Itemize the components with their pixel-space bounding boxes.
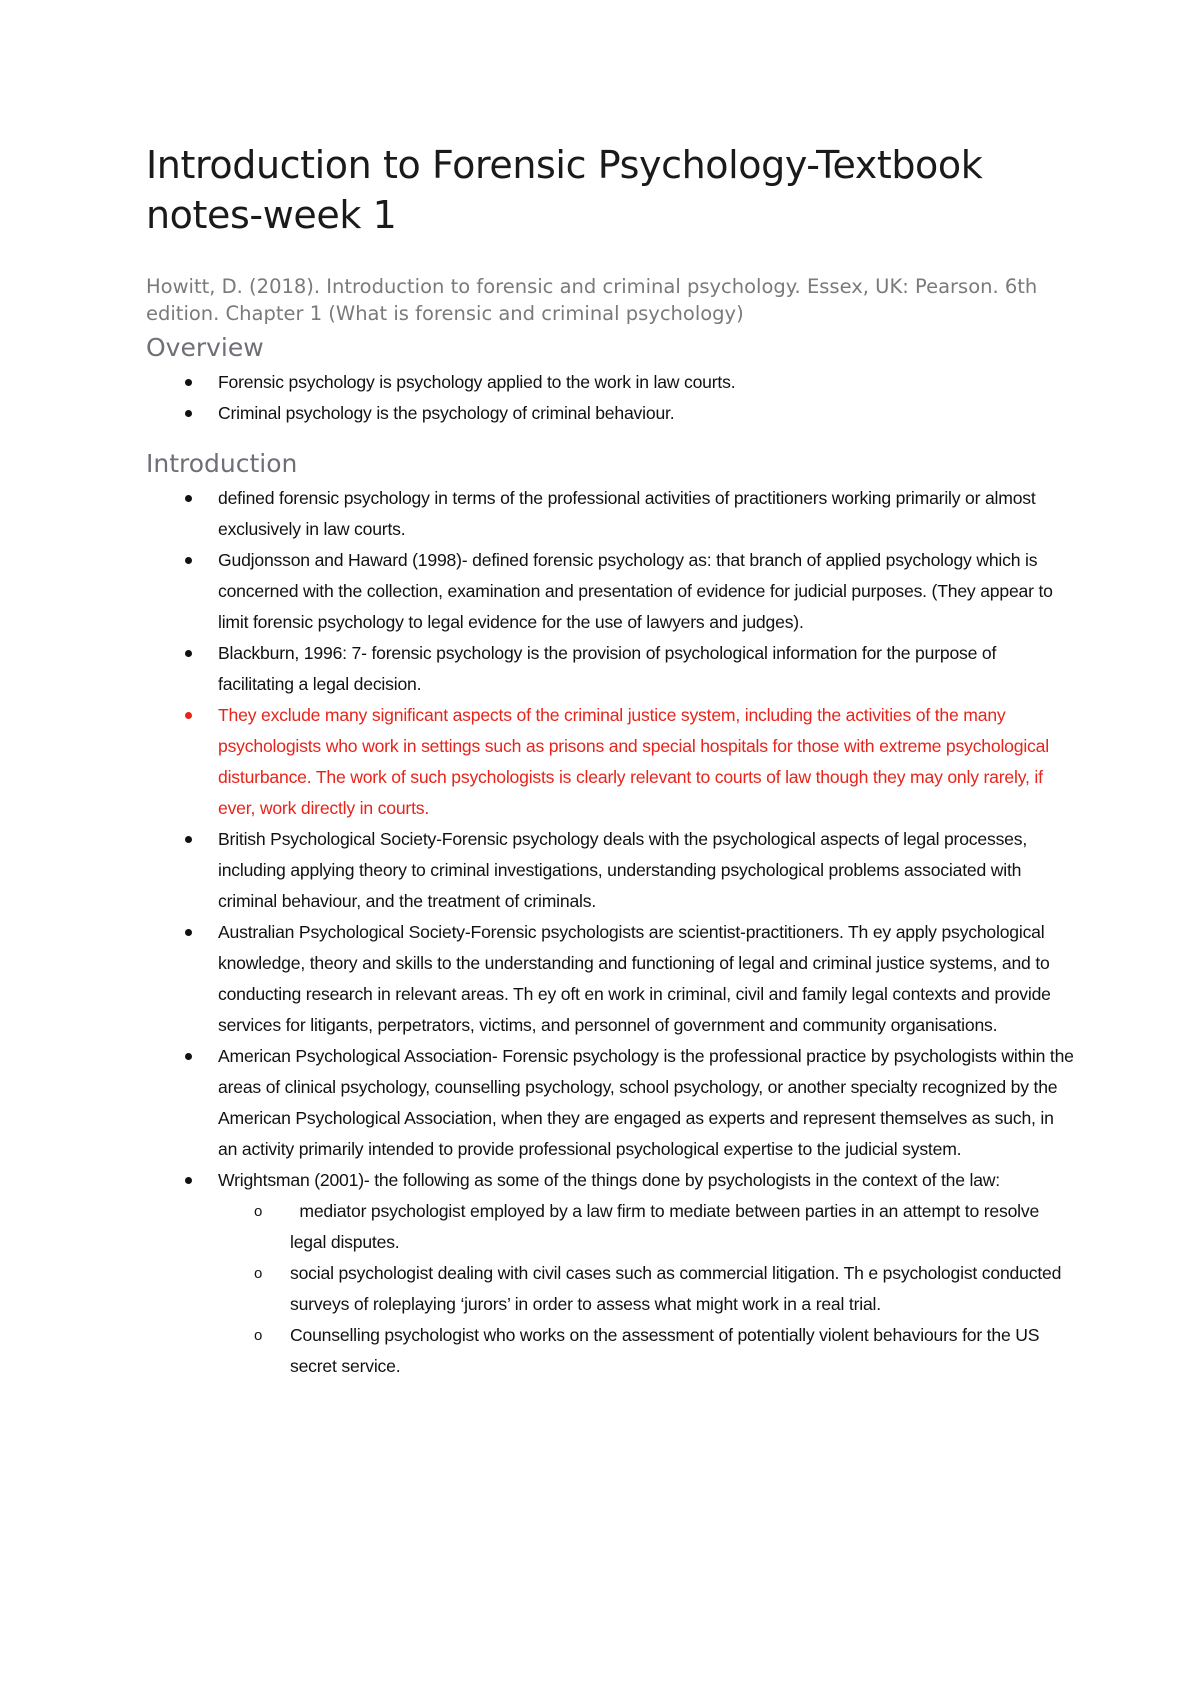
list-item-text: Blackburn, 1996: 7- forensic psychology is the provision of psychological information for the purpose of facilitating a legal decision. — [218, 643, 997, 694]
overview-list — [146, 367, 1076, 429]
list-item-text: Forensic psychology is psychology applied to the work in law courts. — [218, 372, 736, 392]
sub-list-item — [216, 1196, 1076, 1258]
bullet-icon — [185, 929, 192, 936]
sub-list-item — [216, 1258, 1076, 1320]
sub-list-item — [216, 1320, 1076, 1382]
section-heading-overview: Overview — [146, 333, 264, 362]
list-item-text: Wrightsman (2001)- the following as some of the things done by psychologists in the context of the law: — [218, 1170, 1000, 1190]
bullet-icon — [185, 1177, 192, 1184]
bullet-icon — [185, 1053, 192, 1060]
document-title: Introduction to Forensic Psychology-Textbook notes-week 1 — [146, 143, 983, 237]
list-item-text: They exclude many significant aspects of the criminal justice system, including the activities of the many psychologists who work in settings such as prisons and special hospitals for those with extreme psychological disturbance. The work of such psychologists is clearly relevant to courts of law though they may only rarely, if ever, work directly in courts. — [218, 705, 1049, 818]
sub-list — [218, 1196, 1076, 1382]
list-item-text: Australian Psychological Society-Forensic psychologists are scientist-practitioners. Th ey apply psychological knowledge, theory and skills to the understanding and functioning of legal and criminal justice systems, and to conducting research in relevant areas. Th ey oft en work in criminal, civil and family legal contexts and provide services for litigants, perpetrators, victims, and personnel of government and community organisations. — [218, 922, 1051, 1035]
list-item-highlighted — [146, 700, 1076, 824]
circle-marker-icon: o — [254, 1265, 263, 1282]
list-item-text: defined forensic psychology in terms of the professional activities of practitioners working primarily or almost exclusively in law courts. — [218, 488, 1036, 539]
list-item-text: Criminal psychology is the psychology of criminal behaviour. — [218, 403, 675, 423]
circle-marker-icon: o — [254, 1203, 263, 1220]
list-item — [146, 545, 1076, 638]
list-item — [146, 638, 1076, 700]
list-item — [146, 824, 1076, 917]
list-item-text: Gudjonsson and Haward (1998)- defined forensic psychology as: that branch of applied psychology which is concerned with the collection, examination and presentation of evidence for judicial purposes. (They appear to limit forensic psychology to legal evidence for the use of lawyers and judges). — [218, 550, 1053, 632]
sub-list-item-text: social psychologist dealing with civil cases such as commercial litigation. Th e psychologist conducted surveys of roleplaying ‘jurors’ in order to assess what might work in a real trial. — [290, 1263, 1062, 1314]
sub-list-item-text: mediator psychologist employed by a law firm to mediate between parties in an attempt to resolve legal disputes. — [290, 1201, 1044, 1252]
citation: Howitt, D. (2018). Introduction to forensic and criminal psychology. Essex, UK: Pearson. 6th edition. Chapter 1 (What is forensic and criminal psychology) — [146, 275, 1038, 325]
list-item-text: American Psychological Association- Forensic psychology is the professional practice by psychologists within the areas of clinical psychology, counselling psychology, school psychology, or another specialty recognized by the American Psychological Association, when they are engaged as experts and represent themselves as such, in an activity primarily intended to provide professional psychological expertise to the judicial system. — [218, 1046, 1074, 1159]
bullet-icon — [185, 712, 192, 719]
bullet-icon — [185, 650, 192, 657]
bullet-icon — [185, 495, 192, 502]
list-item — [146, 483, 1076, 545]
bullet-icon — [185, 836, 192, 843]
list-item — [146, 398, 1076, 429]
list-item — [146, 917, 1076, 1041]
sub-list-item-text: Counselling psychologist who works on the assessment of potentially violent behaviours for the US secret service. — [290, 1325, 1040, 1376]
list-item-text: British Psychological Society-Forensic psychology deals with the psychological aspects of legal processes, including applying theory to criminal investigations, understanding psychological problems associated with criminal behaviour, and the treatment of criminals. — [218, 829, 1028, 911]
list-item — [146, 1165, 1076, 1382]
document-content — [146, 140, 1076, 1382]
circle-marker-icon: o — [254, 1327, 263, 1344]
bullet-icon — [185, 410, 192, 417]
introduction-list — [146, 483, 1076, 1382]
list-item — [146, 1041, 1076, 1165]
bullet-icon — [185, 557, 192, 564]
bullet-icon — [185, 379, 192, 386]
list-item — [146, 367, 1076, 398]
section-heading-introduction: Introduction — [146, 449, 298, 478]
